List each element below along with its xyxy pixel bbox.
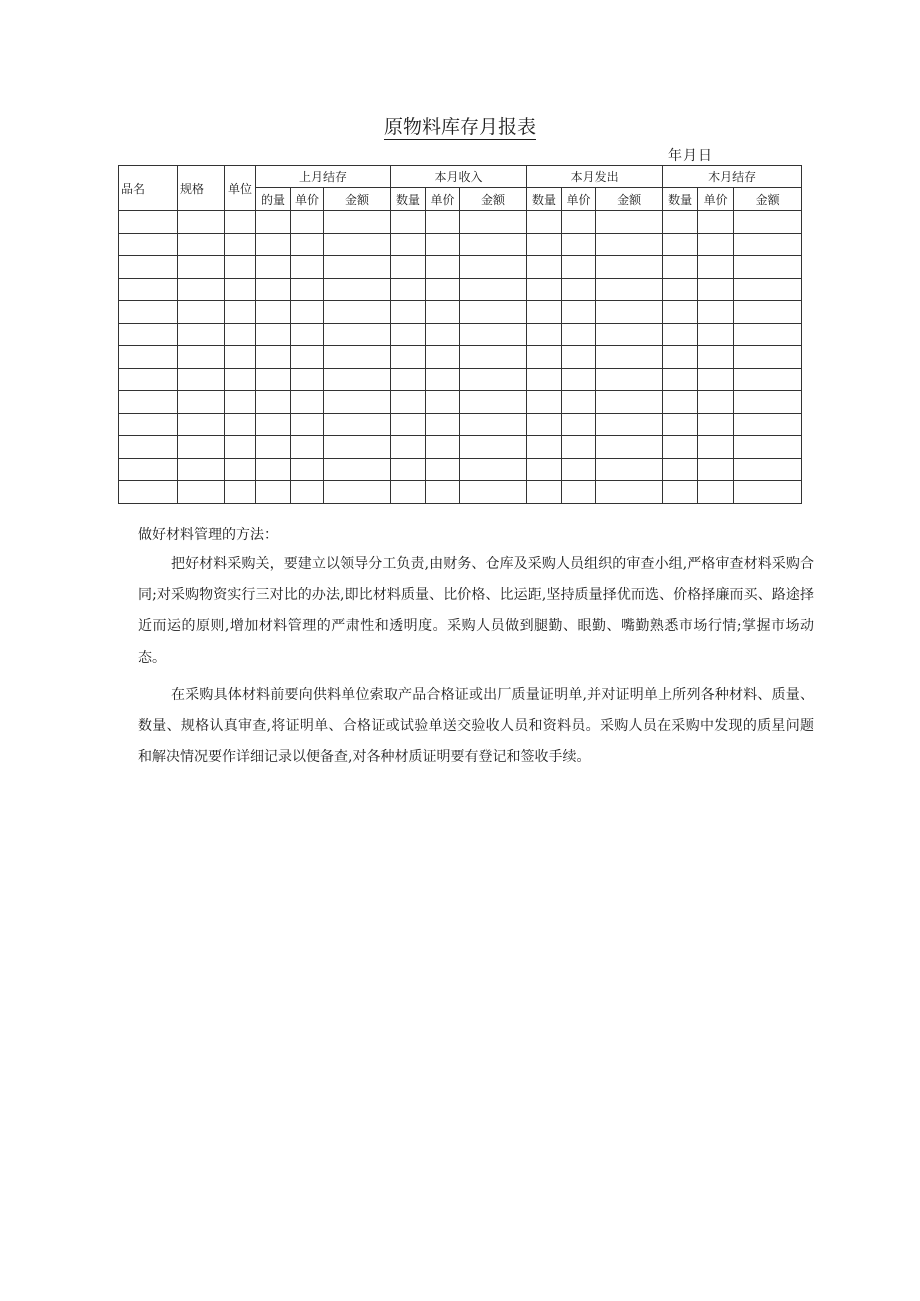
table-cell (291, 346, 324, 369)
table-cell (291, 301, 324, 324)
table-cell (527, 368, 562, 391)
table-cell (426, 233, 460, 256)
table-cell (663, 481, 698, 504)
table-cell (663, 368, 698, 391)
table-cell (527, 391, 562, 414)
table-cell (119, 233, 178, 256)
table-cell (324, 413, 391, 436)
table-cell (291, 481, 324, 504)
table-cell (527, 256, 562, 279)
table-cell (225, 413, 256, 436)
table-cell (562, 458, 596, 481)
table-cell (178, 346, 225, 369)
document-title: 原物料库存月报表 (383, 116, 536, 138)
table-row (119, 458, 802, 481)
table-cell (256, 256, 291, 279)
table-cell (460, 211, 527, 234)
table-cell (527, 436, 562, 459)
table-cell (324, 233, 391, 256)
table-cell (698, 346, 734, 369)
table-cell (256, 233, 291, 256)
table-cell (324, 256, 391, 279)
table-cell (460, 301, 527, 324)
table-cell (527, 346, 562, 369)
table-cell (562, 346, 596, 369)
table-cell (391, 323, 426, 346)
table-cell (460, 481, 527, 504)
header-group-month-balance: 木月结存 (663, 166, 802, 188)
table-cell (256, 481, 291, 504)
table-cell (324, 211, 391, 234)
table-cell (426, 346, 460, 369)
table-cell (119, 413, 178, 436)
table-cell (426, 301, 460, 324)
table-cell (225, 278, 256, 301)
subheader-cell: 单价 (562, 188, 596, 211)
table-cell (527, 278, 562, 301)
subheader-cell: 数量 (663, 188, 698, 211)
table-cell (562, 256, 596, 279)
table-cell (596, 413, 663, 436)
table-cell (460, 346, 527, 369)
header-group-prev-balance: 上月结存 (256, 166, 391, 188)
table-cell (698, 436, 734, 459)
table-cell (426, 368, 460, 391)
table-cell (734, 368, 802, 391)
table-cell (596, 436, 663, 459)
table-cell (460, 256, 527, 279)
table-cell (426, 481, 460, 504)
header-spec: 规格 (178, 166, 225, 211)
table-cell (698, 391, 734, 414)
paragraph-1: 把好材料采购关，要建立以领导分工负责,由财务、仓库及采购人员组织的审查小组,严格审查材料采购合同;对采购物资实行三对比的办法,即比材料质量、比价格、比运距,坚持质量择优而选、价格择廉而买、路途择近而运的原则,增加材料管理的严肃性和透明度。采购人员做到腿勤、眼勤、嘴勤熟悉市场行情;掌握市场动态。 (138, 556, 814, 666)
table-cell (698, 301, 734, 324)
table-cell (178, 391, 225, 414)
table-cell (663, 233, 698, 256)
table-cell (698, 368, 734, 391)
table-cell (426, 391, 460, 414)
table-cell (562, 368, 596, 391)
table-cell (734, 481, 802, 504)
table-cell (225, 323, 256, 346)
table-cell (178, 481, 225, 504)
table-cell (119, 346, 178, 369)
table-cell (596, 256, 663, 279)
table-cell (734, 436, 802, 459)
table-cell (698, 211, 734, 234)
table-cell (291, 256, 324, 279)
table-cell (698, 278, 734, 301)
table-cell (426, 413, 460, 436)
table-cell (291, 413, 324, 436)
table-cell (663, 413, 698, 436)
table-cell (178, 301, 225, 324)
table-cell (460, 413, 527, 436)
table-cell (119, 323, 178, 346)
table-cell (663, 323, 698, 346)
table-cell (324, 301, 391, 324)
table-cell (256, 436, 291, 459)
table-cell (225, 301, 256, 324)
table-cell (698, 256, 734, 279)
table-cell (256, 413, 291, 436)
table-cell (426, 436, 460, 459)
table-cell (225, 368, 256, 391)
table-cell (460, 233, 527, 256)
table-cell (391, 458, 426, 481)
date-label: 年月日 (668, 148, 713, 164)
table-cell (663, 211, 698, 234)
table-cell (596, 368, 663, 391)
table-cell (291, 368, 324, 391)
table-cell (596, 301, 663, 324)
table-cell (178, 458, 225, 481)
table-cell (460, 391, 527, 414)
table-cell (225, 481, 256, 504)
table-cell (391, 436, 426, 459)
table-cell (178, 413, 225, 436)
table-cell (734, 256, 802, 279)
table-cell (119, 211, 178, 234)
table-cell (596, 233, 663, 256)
section-heading: 做好材料管理的方法： (138, 527, 278, 543)
table-cell (698, 458, 734, 481)
table-cell (663, 346, 698, 369)
table-cell (291, 211, 324, 234)
table-row (119, 346, 802, 369)
table-row (119, 481, 802, 504)
table-cell (734, 458, 802, 481)
table-cell (391, 301, 426, 324)
table-cell (324, 346, 391, 369)
table-cell (663, 278, 698, 301)
table-cell (426, 278, 460, 301)
table-cell (663, 436, 698, 459)
table-cell (291, 278, 324, 301)
table-cell (596, 323, 663, 346)
table-cell (527, 211, 562, 234)
table-cell (391, 391, 426, 414)
table-cell (178, 436, 225, 459)
table-cell (734, 301, 802, 324)
table-cell (734, 233, 802, 256)
table-cell (225, 436, 256, 459)
table-cell (663, 301, 698, 324)
table-cell (291, 323, 324, 346)
paragraph-2: 在采购具体材料前要向供料单位索取产品合格证或出厂质量证明单,并对证明单上所列各种材料、质量、数量、规格认真审查,将证明单、合格证或试验单送交验收人员和资料员。采购人员在采购中发现的质星问题和解决情况要作详细记录以便备查,对各种材质证明要有登记和签收手续。 (138, 687, 814, 766)
table-cell (426, 256, 460, 279)
table-row (119, 233, 802, 256)
table-cell (225, 346, 256, 369)
table-cell (119, 368, 178, 391)
table-cell (178, 368, 225, 391)
table-cell (256, 211, 291, 234)
table-cell (562, 481, 596, 504)
table-cell (119, 256, 178, 279)
subheader-cell: 单价 (698, 188, 734, 211)
table-cell (562, 323, 596, 346)
subheader-cell: 金额 (324, 188, 391, 211)
table-cell (562, 391, 596, 414)
subheader-cell: 的量 (256, 188, 291, 211)
table-cell (324, 481, 391, 504)
table-cell (324, 368, 391, 391)
header-row-1 (119, 166, 802, 188)
table-cell (562, 436, 596, 459)
table-cell (698, 413, 734, 436)
table-cell (391, 211, 426, 234)
header-name: 品名 (119, 166, 178, 211)
table-cell (391, 233, 426, 256)
table-cell (596, 278, 663, 301)
table-cell (256, 301, 291, 324)
table-cell (291, 233, 324, 256)
table-cell (324, 278, 391, 301)
table-cell (391, 278, 426, 301)
table-cell (734, 278, 802, 301)
subheader-cell: 单价 (291, 188, 324, 211)
subheader-cell: 金额 (734, 188, 802, 211)
table-cell (256, 323, 291, 346)
table-cell (734, 346, 802, 369)
table-cell (256, 346, 291, 369)
table-cell (119, 481, 178, 504)
header-group-month-in: 本月收入 (391, 166, 527, 188)
table-cell (734, 413, 802, 436)
table-cell (256, 368, 291, 391)
table-cell (391, 481, 426, 504)
subheader-cell: 金额 (460, 188, 527, 211)
table-cell (527, 413, 562, 436)
table-cell (291, 458, 324, 481)
table-cell (596, 211, 663, 234)
subheader-cell: 数量 (391, 188, 426, 211)
table-cell (291, 436, 324, 459)
table-row (119, 368, 802, 391)
table-cell (256, 391, 291, 414)
table-cell (698, 233, 734, 256)
table-cell (698, 481, 734, 504)
table-cell (178, 211, 225, 234)
table-cell (391, 346, 426, 369)
table-cell (460, 458, 527, 481)
table-cell (527, 481, 562, 504)
table-cell (178, 233, 225, 256)
table-cell (256, 278, 291, 301)
table-cell (391, 368, 426, 391)
table-cell (734, 211, 802, 234)
table-cell (178, 278, 225, 301)
table-cell (225, 211, 256, 234)
table-row (119, 301, 802, 324)
table-row (119, 391, 802, 414)
header-group-month-out: 本月发出 (527, 166, 663, 188)
table-cell (324, 436, 391, 459)
table-cell (663, 458, 698, 481)
table-cell (291, 391, 324, 414)
table-row (119, 256, 802, 279)
table-cell (460, 323, 527, 346)
table-cell (324, 458, 391, 481)
table-cell (178, 256, 225, 279)
table-cell (562, 278, 596, 301)
subheader-cell: 数量 (527, 188, 562, 211)
header-unit: 单位 (225, 166, 256, 211)
table-cell (734, 323, 802, 346)
table-cell (426, 211, 460, 234)
table-cell (663, 391, 698, 414)
table-cell (426, 323, 460, 346)
table-cell (324, 323, 391, 346)
table-cell (663, 256, 698, 279)
table-cell (225, 256, 256, 279)
table-row (119, 211, 802, 234)
table-cell (225, 458, 256, 481)
table-cell (527, 458, 562, 481)
table-cell (178, 323, 225, 346)
table-cell (460, 436, 527, 459)
table-row (119, 436, 802, 459)
table-cell (119, 278, 178, 301)
table-row (119, 278, 802, 301)
table-cell (426, 458, 460, 481)
table-cell (562, 233, 596, 256)
table-cell (391, 413, 426, 436)
table-cell (562, 413, 596, 436)
table-cell (324, 391, 391, 414)
table-cell (596, 458, 663, 481)
table-cell (119, 391, 178, 414)
table-cell (119, 436, 178, 459)
table-cell (527, 233, 562, 256)
table-cell (698, 323, 734, 346)
table-cell (119, 301, 178, 324)
table-cell (225, 233, 256, 256)
inventory-report-table (118, 165, 802, 504)
table-cell (596, 391, 663, 414)
table-cell (734, 391, 802, 414)
subheader-cell: 单价 (426, 188, 460, 211)
table-cell (596, 346, 663, 369)
table-cell (562, 211, 596, 234)
table-cell (596, 481, 663, 504)
table-cell (391, 256, 426, 279)
table-cell (225, 391, 256, 414)
table-cell (562, 301, 596, 324)
table-cell (119, 458, 178, 481)
table-cell (527, 323, 562, 346)
table-cell (527, 301, 562, 324)
table-row (119, 413, 802, 436)
table-row (119, 323, 802, 346)
table-cell (460, 368, 527, 391)
table-cell (460, 278, 527, 301)
subheader-cell: 金额 (596, 188, 663, 211)
table-cell (256, 458, 291, 481)
